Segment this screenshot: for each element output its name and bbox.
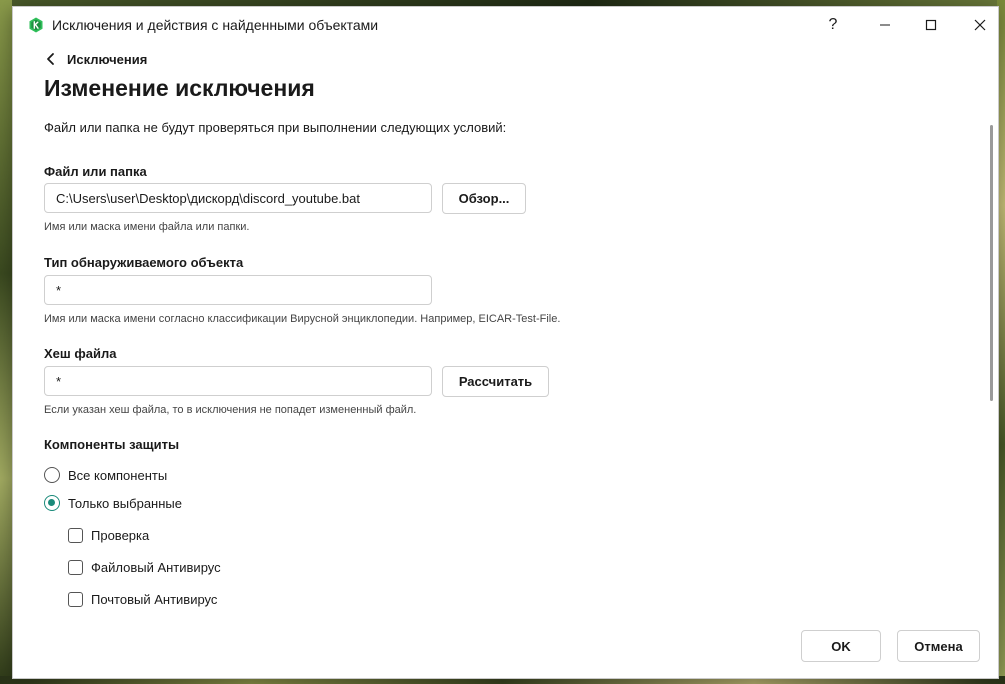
back-link[interactable] (45, 50, 147, 68)
radio-all-components[interactable] (44, 466, 167, 484)
ok-button[interactable]: OK (801, 630, 881, 662)
kaspersky-logo-icon (28, 17, 44, 33)
page-description: Файл или папка не будут проверяться при выполнении следующих условий: (44, 120, 507, 135)
desktop-background-left (0, 0, 12, 684)
components-section-title: Компоненты защиты (44, 437, 180, 452)
checkbox-mail-antivirus[interactable] (68, 590, 217, 608)
vertical-scrollbar[interactable] (990, 125, 993, 401)
minimize-button[interactable] (862, 7, 908, 43)
window-title: Исключения и действия с найденными объектами (52, 17, 379, 33)
hash-input[interactable] (44, 366, 432, 396)
checkbox-scan-label: Проверка (91, 527, 150, 543)
maximize-button[interactable] (908, 7, 954, 43)
page-title: Изменение исключения (44, 75, 315, 101)
radio-selected-components[interactable] (44, 494, 182, 512)
close-button[interactable] (957, 7, 1003, 43)
back-link-label: Исключения (67, 51, 148, 67)
checkbox[interactable] (68, 560, 83, 575)
checkbox[interactable] (68, 528, 83, 543)
object-type-input[interactable] (44, 275, 432, 305)
radio-selected-components-label: Только выбранные (68, 495, 182, 511)
checkbox-file-antivirus-label: Файловый Антивирус (91, 559, 221, 575)
checkbox[interactable] (68, 592, 83, 607)
close-icon (974, 19, 986, 31)
radio-all-components-label: Все компоненты (68, 467, 168, 483)
object-type-label: Тип обнаруживаемого объекта (44, 255, 244, 270)
help-icon: ? (828, 16, 838, 33)
checkbox-scan[interactable] (68, 526, 149, 544)
chevron-left-icon (45, 52, 57, 66)
radio-button-checked[interactable] (44, 495, 60, 511)
file-path-input[interactable] (44, 183, 432, 213)
browse-button[interactable]: Обзор... (442, 183, 526, 214)
object-type-hint: Имя или маска имени согласно классификации Вирусной энциклопедии. Например, EICAR-Test-File. (44, 313, 561, 325)
file-field-label: Файл или папка (44, 164, 147, 179)
hash-field-label: Хеш файла (44, 346, 117, 361)
calculate-hash-button[interactable]: Рассчитать (442, 366, 549, 397)
minimize-icon (879, 19, 891, 31)
title-bar (13, 7, 998, 43)
checkbox-mail-antivirus-label: Почтовый Антивирус (91, 591, 218, 607)
help-button[interactable] (810, 7, 856, 43)
radio-button[interactable] (44, 467, 60, 483)
checkbox-file-antivirus[interactable] (68, 558, 221, 576)
hash-field-hint: Если указан хеш файла, то в исключения не попадет измененный файл. (44, 404, 417, 416)
maximize-icon (925, 19, 937, 31)
dialog-window (12, 6, 999, 679)
file-field-hint: Имя или маска имени файла или папки. (44, 221, 250, 233)
cancel-button[interactable]: Отмена (897, 630, 980, 662)
